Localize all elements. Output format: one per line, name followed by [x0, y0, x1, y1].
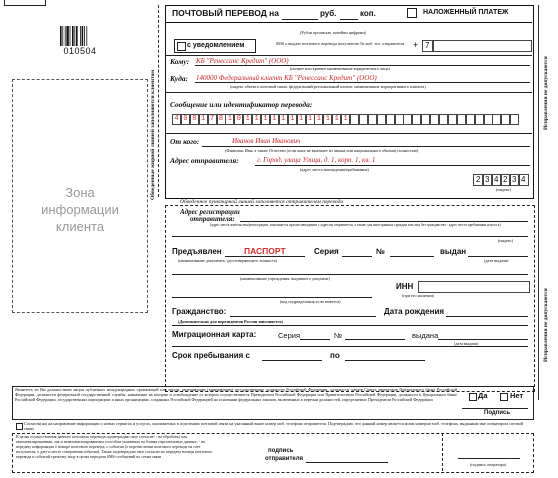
inn-hint: (при его наличии): [402, 293, 435, 298]
barcode-bar: [84, 26, 85, 46]
sender-address-hint: (адрес места нахождения/пребывания): [300, 167, 369, 172]
message-digit-cell[interactable]: 1: [314, 114, 323, 125]
bottom-consent-text: В целях осуществления данного почтового перевода подтверждаю свое согласие: - на обработку как автоматизированным, так и неавтоматизированным способом указанных на бланке персональных данных; - на передачу информации о номере почтового перевода, о событии (о перечислении почтового перевода на счет получателя, о дате и месте совершения события). Также подтверждаю свое согласие на передачу номера почтового перевода и событий третьему лицу в целях передачи SMS-сообщений по сетям связи: [16, 434, 213, 459]
kop-label: коп.: [360, 9, 376, 18]
notify-label: с уведомлением: [187, 42, 245, 49]
mig-issued-label: выдана: [412, 331, 439, 340]
mig-date-hint: (дата выдачи): [454, 341, 479, 346]
reg-label-2: отправителя:: [190, 215, 235, 223]
notify-frame: [174, 39, 256, 53]
barcode-bar: [62, 26, 63, 46]
sender-index-row[interactable]: [473, 174, 529, 185]
barcode-bar: [60, 26, 62, 46]
sender-index-hint: (индекс): [496, 187, 512, 192]
rub-label: руб.: [320, 9, 337, 18]
index-digit-cell[interactable]: 2: [500, 174, 511, 186]
left-vertical-label: Обведенные жирной линией заполняются клиентом: [150, 69, 156, 200]
komu-value[interactable]: КБ "Ренессанс Кредит" (ООО): [196, 57, 289, 65]
message-digit-cell[interactable]: [448, 114, 457, 125]
dob-label: Дата рождения: [384, 307, 445, 316]
issued-label: выдан: [440, 247, 467, 256]
barcode-bar: [72, 26, 74, 46]
index-digit-cell[interactable]: 3: [482, 174, 493, 186]
kuda-label: Куда:: [170, 74, 189, 83]
message-digit-cell[interactable]: 1: [252, 114, 261, 125]
barcode-number: 010504: [63, 46, 97, 56]
amount-hint: (Рубли прописью, копейки цифрами): [300, 30, 367, 35]
message-digit-cell[interactable]: 0: [234, 114, 243, 125]
message-digit-cell[interactable]: [439, 114, 448, 125]
komu-hint: (полное или краткое наименование юридического лица): [290, 66, 390, 71]
sender-name-value[interactable]: Иванов Иван Иванович: [232, 137, 301, 145]
operator-sign-label: (подпись оператора): [470, 462, 507, 467]
barcode-bar: [66, 26, 68, 46]
message-digit-cell[interactable]: 1: [297, 114, 306, 125]
barcode-bar: [80, 26, 81, 46]
sms-label: SMS о выдаче почтового перевода получателю № моб. тел. отправителя: [275, 41, 405, 46]
client-zone-line1: Зона: [65, 185, 95, 200]
message-digit-cell[interactable]: 0: [181, 114, 190, 125]
barcode-bar: [65, 26, 66, 46]
message-digit-cell[interactable]: 1: [199, 114, 208, 125]
reg-index-hint: (индекс): [498, 238, 514, 243]
dept-hint: (код подразделения если имеется): [280, 299, 341, 304]
sender-section-heading: Обведенное пунктирной линией заполняется отправителем перевода: [180, 199, 344, 205]
message-digit-cell[interactable]: [430, 114, 439, 125]
client-zone-line3: клиента: [55, 219, 105, 234]
consent-text: Согласен(на) на направление информации о новых сервисах и услугах, оказываемых в отделениях почтовой связи на указанный выше номер моб. телефона отправителя. Подтверждаю, что данный номер является моим номером моб. телефона, выданным мне оператором сотовой связи: [24, 421, 524, 431]
cod-checkbox[interactable]: [407, 8, 417, 18]
barcode: [60, 26, 100, 46]
message-digit-cell[interactable]: 1: [243, 114, 252, 125]
message-digit-cell[interactable]: 7: [208, 114, 217, 125]
mig-number-label: №: [334, 331, 343, 340]
message-digit-cell[interactable]: [350, 114, 359, 125]
pep-no-checkbox[interactable]: [500, 393, 508, 401]
message-digit-cell[interactable]: [386, 114, 395, 125]
message-digit-cell[interactable]: [484, 114, 493, 125]
org-hint: (наименование учреждения, выдавшего документ): [240, 276, 331, 281]
message-digit-cell[interactable]: 1: [332, 114, 341, 125]
barcode-bar: [82, 26, 84, 46]
message-digit-cell[interactable]: 8: [217, 114, 226, 125]
message-digit-cell[interactable]: 1: [225, 114, 234, 125]
message-digit-row[interactable]: [172, 114, 522, 126]
migration-label: Миграционная карта:: [172, 330, 257, 339]
top-left-tab: [4, 0, 46, 6]
client-zone-line2: информации: [41, 202, 119, 217]
sender-section-outline: [165, 205, 535, 392]
message-digit-cell[interactable]: [466, 114, 475, 125]
message-digit-cell[interactable]: 1: [279, 114, 288, 125]
message-digit-cell[interactable]: 1: [306, 114, 315, 125]
message-digit-cell[interactable]: 1: [323, 114, 332, 125]
presented-label: Предъявлен: [172, 247, 222, 256]
pep-text: Являетесь ли Вы должностным лицом публичных международных организаций или лицом, замещающим (занимающим) государственные должности Российской Федерации, должности членов Совета директоров Центрального банка Российской Федерации, должности федеральной государственной службы, назначение на которые и освобождение от которых осуществляются Президентом Российской Федерации или Правительством Российской Федерации, должности в Центральном банке Российской Федерации, государственных корпорациях и иных организациях, созданных Российской Федерацией на основании федеральных законов, включенных в перечни должностей, определяемых Президентом Российской Федерации: [15, 387, 457, 402]
message-digit-cell[interactable]: 4: [172, 114, 181, 125]
message-digit-cell[interactable]: 1: [270, 114, 279, 125]
message-digit-cell[interactable]: [395, 114, 404, 125]
mig-series-label: Серия: [278, 331, 301, 340]
message-digit-cell[interactable]: [412, 114, 421, 125]
reg-label-1: Адрес регистрации: [180, 208, 240, 216]
kuda-hint: (индекс объекта почтовой связи, федеральный/региональный клиент, наименование корпоративного клиента): [230, 84, 426, 89]
form-title: ПОЧТОВЫЙ ПЕРЕВОД на: [172, 8, 280, 18]
index-digit-cell[interactable]: 4: [491, 174, 502, 186]
sender-address-label: Адрес отправителя:: [170, 156, 239, 165]
sms-digit-1[interactable]: 7: [422, 40, 433, 52]
date-hint: (дата выдачи): [484, 258, 509, 263]
sender-address-value[interactable]: г. Город, улица Улица, д. 1, корп. 1, кв. 1: [257, 156, 376, 164]
inn-boxes[interactable]: [418, 281, 530, 293]
stay-to-label: по: [330, 351, 340, 360]
sms-digit-boxes[interactable]: [433, 40, 532, 52]
barcode-bar: [86, 26, 87, 46]
sender-sign-label-1: подпись: [268, 448, 294, 454]
komu-label: Кому:: [170, 57, 190, 66]
sender-name-hint: (Фамилия, Имя, а также Отчество (если иное не вытекает из закона или национального обычая) полностью): [225, 148, 419, 153]
message-digit-cell[interactable]: [510, 114, 519, 125]
index-digit-cell[interactable]: 2: [473, 174, 484, 186]
message-digit-cell[interactable]: [403, 114, 412, 125]
pep-sign-label: Подпись: [484, 410, 511, 416]
pep-no-label: Нет: [510, 391, 524, 400]
index-digit-cell[interactable]: 4: [518, 174, 529, 186]
index-digit-cell[interactable]: 3: [509, 174, 520, 186]
barcode-bar: [70, 26, 71, 46]
doc-hint: (наименование документа, удостоверяющего личность): [178, 258, 278, 263]
barcode-bar: [76, 26, 78, 46]
message-digit-cell[interactable]: 1: [261, 114, 270, 125]
message-digit-cell[interactable]: 1: [341, 114, 350, 125]
number-label: №: [376, 247, 385, 256]
stay-from-label: Срок пребывания с: [172, 351, 250, 360]
message-digit-cell[interactable]: [457, 114, 466, 125]
right-vertical-label-bottom: Исправления не допускаются: [543, 288, 549, 362]
inn-label: ИНН: [396, 282, 414, 291]
kuda-value[interactable]: 140000 Федеральный клиент КБ "Ренессанс Кредит" (ООО): [196, 74, 377, 82]
pep-yes-checkbox[interactable]: [469, 393, 477, 401]
message-digit-cell[interactable]: [377, 114, 386, 125]
sender-name-label: От кого:: [170, 137, 200, 146]
citizenship-label: Гражданство:: [172, 307, 227, 316]
message-digit-cell[interactable]: [492, 114, 501, 125]
nonresident-hint: (Дополнительно для нерезидентов России заполняется): [178, 319, 283, 324]
pep-yes-label: Да: [478, 391, 488, 400]
message-digit-cell[interactable]: [475, 114, 484, 125]
reg-hint: (адрес места жительства/регистрации, заполняется при несовпадении с адресом отправителя, а также для иностранных граждан или лиц без гражданства - адрес места пребывания или из к): [210, 223, 501, 227]
barcode-bar: [74, 26, 75, 46]
sms-plus: +: [413, 40, 419, 50]
message-digit-cell[interactable]: [421, 114, 430, 125]
sender-sign-label-2: отправителя: [265, 456, 304, 462]
client-info-zone: [12, 79, 148, 313]
presented-value[interactable]: ПАСПОРТ: [244, 246, 286, 256]
message-digit-cell[interactable]: 8: [190, 114, 199, 125]
message-digit-cell[interactable]: [501, 114, 510, 125]
series-label: Серия: [314, 247, 339, 256]
message-digit-cell[interactable]: [359, 114, 368, 125]
message-label: Сообщение или идентификатор перевода:: [170, 100, 313, 109]
consent-checkbox[interactable]: [16, 423, 23, 430]
cod-label: НАЛОЖЕННЫЙ ПЛАТЕЖ: [423, 9, 509, 16]
right-vertical-label-top: Исправления не допускаются: [543, 56, 549, 130]
message-digit-cell[interactable]: 1: [288, 114, 297, 125]
message-digit-cell[interactable]: [368, 114, 377, 125]
